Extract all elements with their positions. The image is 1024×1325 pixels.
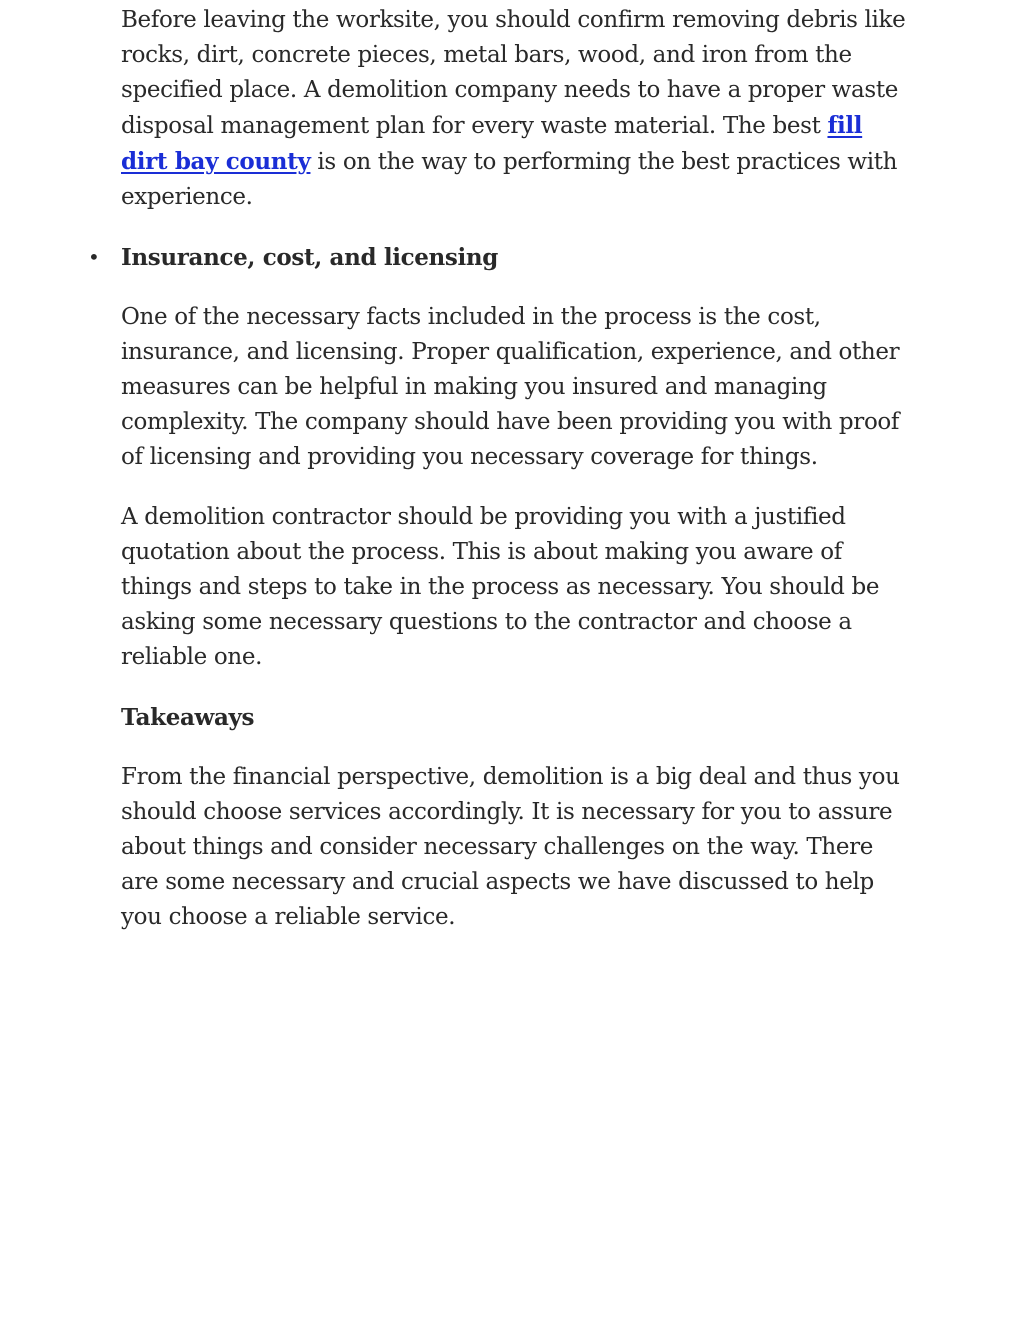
paragraph-takeaways: From the financial perspective, demolition is a big deal and thus you should choose services accordingly. It is necessary for you to assure about things and consider necessary challenges on the way. There are some necessary and crucial aspects we have discussed to help you choose a reliable service. <box>121 764 900 930</box>
bullet-item-insurance <box>88 240 911 275</box>
paragraph-quotation: A demolition contractor should be providing you with a justified quotation about the process. This is about making you aware of things and steps to take in the process as necessary. You should be asking some necessary questions to the contractor and choose a reliable one. <box>121 504 880 670</box>
fill-dirt-link[interactable]: fill dirt bay county <box>121 112 863 175</box>
takeaways-heading: Takeaways <box>121 704 255 731</box>
paragraph-insurance: One of the necessary facts included in the process is the cost, insurance, and licensing. Proper qualification, experience, and other measures can be helpful in making you insured and managing complexity. The company should have been providing you with proof of licensing and providing you necessary coverage for things. <box>121 304 900 470</box>
paragraph-debris-removal <box>121 0 911 215</box>
paragraph-text: is on the way to performing the best practices with experience. <box>121 149 898 210</box>
bullet-icon: • <box>88 245 100 269</box>
bullet-heading-text: Insurance, cost, and licensing <box>121 244 499 271</box>
article-body <box>88 0 911 935</box>
paragraph-text: Before leaving the worksite, you should confirm removing debris like rocks, dirt, concrete pieces, metal bars, wood, and iron from the specified place. A demolition company needs to have a proper waste disposal management plan for every waste material. The best <box>121 7 906 139</box>
